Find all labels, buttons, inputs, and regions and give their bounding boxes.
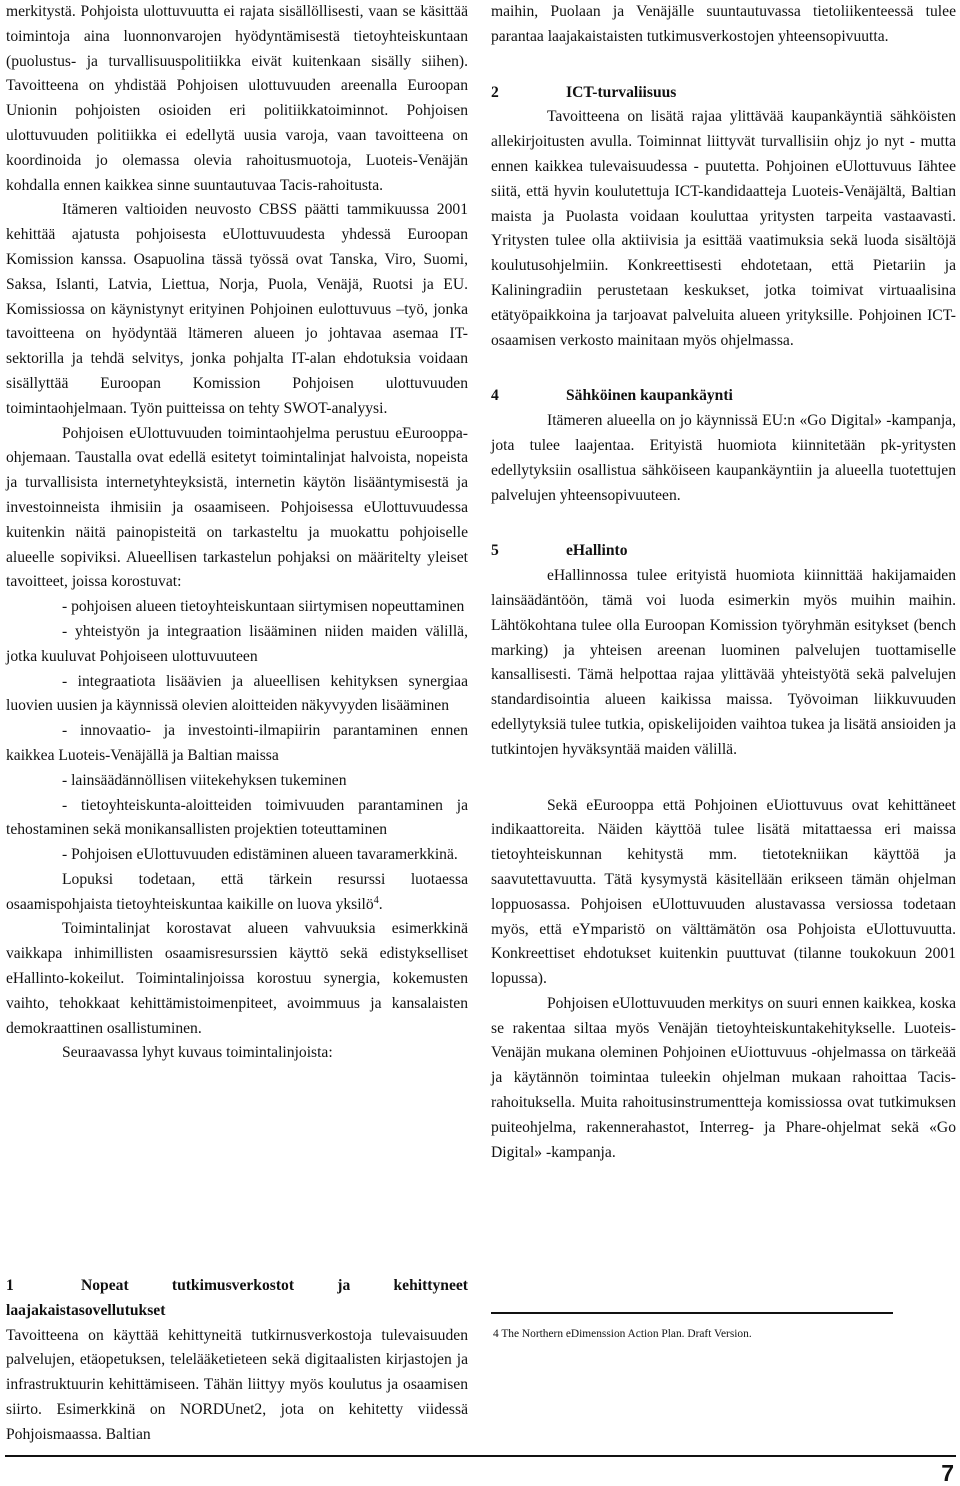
right-column <box>491 0 956 1165</box>
section-number: 5 <box>491 542 499 560</box>
section-heading <box>6 1274 468 1324</box>
section-heading <box>491 384 956 409</box>
section-title: Nopeat tutkimusverkostot ja kehittyneet laajakaistasovellutukset <box>6 1277 468 1319</box>
section-heading <box>491 539 956 564</box>
paragraph: merkitystä. Pohjoista ulottuvuutta ei rajata sisällöllisesti, vaan se käsittää toimintoja aina luonnonvarojen hyödyntämisestä tietoyhteiskuntaan (puolustus- ja turvallisuuspolitiikka eivät kuitenkaan sisälly siihen). Tavoitteena on yhdistää Pohjoisen ulottuvuuden areenalla Euroopan Unionin pohjoisten osioiden eri politiikkatoiminnot. Pohjoisen ulottuvuuden politiikka ei edellytä uusia varoja, vaan tavoitteena on koordinoida jo olemassa olevia rahoitusmuotoja, Luoteis-Venäjän kohdalla ennen kaikkea sinne suuntautuvaa Tacis-rahoitusta. <box>6 3 468 194</box>
paragraph: Itämeren valtioiden neuvosto CBSS päätti tammikuussa 2001 kehittää ajatusta pohjoisesta eUlottuvuudesta yhdessä Euroopan Komission kanssa. Osapuolina tässä työssä ovat Tanska, Viro, Suomi, Saksa, Islanti, Latvia, Liettua, Norja, Puola, Venäjä, Ruotsi ja EU. Komissiossa on käynistynyt erityinen Pohjoinen eulottuvuus –työ, jonka tavoitteena on hyödyntää ltämeren alueen jo johtavaa asemaa IT-sektorilla ja tehdä selvitys, jonka pohjalta IT-alan ehdotuksia voidaan sisällyttää Euroopan Komission Pohjoisen ulottuvuuden toimintaohjelmaan. Työn puitteissa on tehty SWOT-analyysi. <box>6 201 468 417</box>
section-title: Sähköinen kaupankäynti <box>566 387 733 405</box>
section-number: 2 <box>491 83 499 101</box>
left-column <box>6 0 468 1066</box>
list-item: - Pohjoisen eUlottuvuuden edistäminen alueen tavaramerkkinä. <box>62 846 458 864</box>
list-item: - pohjoisen alueen tietoyhteiskuntaan siirtymisen nopeuttaminen <box>62 598 465 616</box>
paragraph: Seuraavassa lyhyt kuvaus toimintalinjoista: <box>62 1044 333 1062</box>
section-body: eHallinnossa tulee erityistä huomiota kiinnittää hakijamaiden lainsäädäntöön, tämä voi luoda esimerkin myös muihin maihin. Lähtökohtana tulee olla Euroopan Komission työryhmän esitykset (bench marking) ja yhteisen areenan luominen palvelujen tuottamiselle kansallisesti. Tämä helpottaa rajaa ylittävää yhteistyötä sekä palvelujen standardisointia alueen kaikissa maissa. Työvoiman liikkuvuuden edellytyksiä tulee tutkia, opiskelijoiden vaihtoa tukea ja lisätä ansioiden ja tutkintojen hyväksyntää maiden välillä. <box>491 567 956 758</box>
section-title: ICT-turvaliisuus <box>566 83 677 101</box>
section-body: Tavoitteena on lisätä rajaa ylittävää kaupankäyntiä sähköisten allekirjoitusten avulla. Toiminnat liittyvät turvallisiin ohjz jo nyt - mutta ennen kaikkea tulevaisuudessa - puutetta. Pohjoinen eUlottuvuus Iähtee siitä, että hyvin koulutettuja ICT-kandidaatteja Luoteis-Venäjältä, Baltian maista ja Puolasta voidaan kouluttaa yritysten tarpeita vastaavasti. Yritysten tulee olla aktiivisia ja esittää vaatimuksia sekä luoda sisältöjä koulutusohjelmiin. Konkreettisesti ehdotetaan, että Pietariin ja Kaliningradiin perustetaan keskukset, jotka toimivat virtuaalisina etätyöpaikkoina ja tarjoavat palveluita alueen yrityksille. Pohjoinen ICT-osaamisen verkosto mainitaan myös ohjelmassa. <box>491 108 956 349</box>
list-item: - tietoyhteiskunta-aloitteiden toimivuuden parantaminen ja tehostaminen sekä monikansallisten projektien toteuttaminen <box>6 796 468 839</box>
section-body: Itämeren alueella on jo käynnissä EU:n «Go Digital» -kampanja, jota tulee laajentaa. Erityistä huomiota kiinnitetään pk-yritysten edellytyksiin osallistua sähköiseen kaupankäyntiin ja alueella tuotettujen palvelujen yhteensopivuuteen. <box>491 412 956 504</box>
paragraph: Sekä eEurooppa että Pohjoinen eUiottuvuus ovat kehittäneet indikaattoreita. Näiden käyttöä tulee lisätä mitattaessa eri maissa tietoyhteiskunnan kehitystä mm. tietotekniikan käyttöä ja saavutettavuutta. Tätä kysymystä käsitellään erikseen tämän ohjelman loppuosassa. Pohjoisen eUlottuvuuden alustavassa versiossa todetaan myös, että eYmparistö on välttämätön osa Pohjoista eUlottuvuutta. Konkreettiset ehdotukset kuitenkin puuttuvat (tilanne toukokuun 2001 lopussa). <box>491 796 956 988</box>
footnote-ref: 4 <box>373 894 379 906</box>
list-item: - yhteistyön ja integraation lisääminen niiden maiden välillä, jotka kuuluvat Pohjoiseen ulottuvuuteen <box>6 622 468 665</box>
list-item: - innovaatio- ja investointi-ilmapiirin parantaminen ennen kaikkea Luoteis-Venäjällä ja Baltian maissa <box>6 722 468 764</box>
paragraph-text: Lopuksi todetaan, että tärkein resurssi luotaessa osaamispohjaista tietoyhteiskuntaa kaikille on luova yksilö <box>6 870 468 913</box>
section-heading <box>491 81 956 106</box>
footnote-divider <box>491 1312 893 1314</box>
paragraph <box>6 868 468 918</box>
section-number: 1 <box>6 1277 14 1294</box>
list-item: - lainsäädännöllisen viitekehyksen tukeminen <box>62 771 347 789</box>
paragraph: Pohjoisen eUlottuvuuden merkitys on suuri ennen kaikkea, koska se rakentaa siltaa myös Venäjän tietoyhteiskuntakehitykselle. Luoteis-Venäjän mukana oleminen Pohjoinen eUiottuvuus -ohjelmassa on tärkeää ja käytännön toimintaa tuleekin ohjelman mukaan rahoittaa Tacis-rahoituksella. Muita rahoitusinstrumentteja komissiossa ovat tutkimuksen puiteohjelma, rakennerahastot, Interreg- ja Phare-ohjelmat sekä «Go Digital» -kampanja. <box>491 994 956 1161</box>
list-item: - integraatiota lisäävien ja alueellisen kehityksen synergiaa luovien uusien ja käynnissä olevien aloitteiden näkyvyyden lisääminen <box>6 672 468 715</box>
section-1 <box>6 1274 468 1448</box>
page-number: 7 <box>941 1460 954 1486</box>
page-divider <box>5 1455 956 1457</box>
paragraph: maihin, Puolaan ja Venäjälle suuntautuvassa tietoliikenteessä tulee parantaa laajakaistaisten tutkimusverkostojen yhteensopivuutta. <box>491 3 956 45</box>
section-number: 4 <box>491 387 499 405</box>
paragraph: Toimintalinjat korostavat alueen vahvuuksia esimerkkinä vaikkapa inhimillisten osaamisresurssien käyttö sekä edistykselliset eHallinto-kokeilut. Toimintalinjoissa korostuu synergia, kokemusten vaihto, tehokkaat kehittämistoimenpiteet, avoimmuus ja kansalaisten demokraattinen osallistuminen. <box>6 920 468 1037</box>
section-body: Tavoitteena on käyttää kehittyneitä tutkirnusverkostoja tulevaisuuden palvelujen, etäopetuksen, telelääketieteen sekä digitaalisten kirjastojen ja infrastruktuurin kehittämiseen. Tähän liittyy myös koulutus ja osaamisen siirto. Esimerkkinä on NORDUnet2, jota on kehitetty viidessä Pohjoismaassa. Baltian <box>6 1326 468 1443</box>
paragraph: Pohjoisen eUlottuvuuden toimintaohjelma perustuu eEurooppa-ohjemaan. Taustalla ovat edellä esitetyt toimintalinjat halvoista, nopeista ja turvallisista internetyhteyksistä, internetin käytön lisääntymisestä ja investoinneista ihmisiin ja osaamiseen. Pohjoisessa eUlottuvuudessa kuitenkin näitä painopisteitä on tarkasteltu ja muokattu pohjoiselle alueelle sopiviksi. Alueellisen tarkastelun pohjaksi on määritelty yleiset tavoitteet, joissa korostuvat: <box>6 424 468 591</box>
paragraph-end: . <box>378 895 383 913</box>
section-title: eHallinto <box>566 542 628 560</box>
footnote: 4 The Northern eDimenssion Action Plan. Draft Version. <box>493 1328 752 1340</box>
